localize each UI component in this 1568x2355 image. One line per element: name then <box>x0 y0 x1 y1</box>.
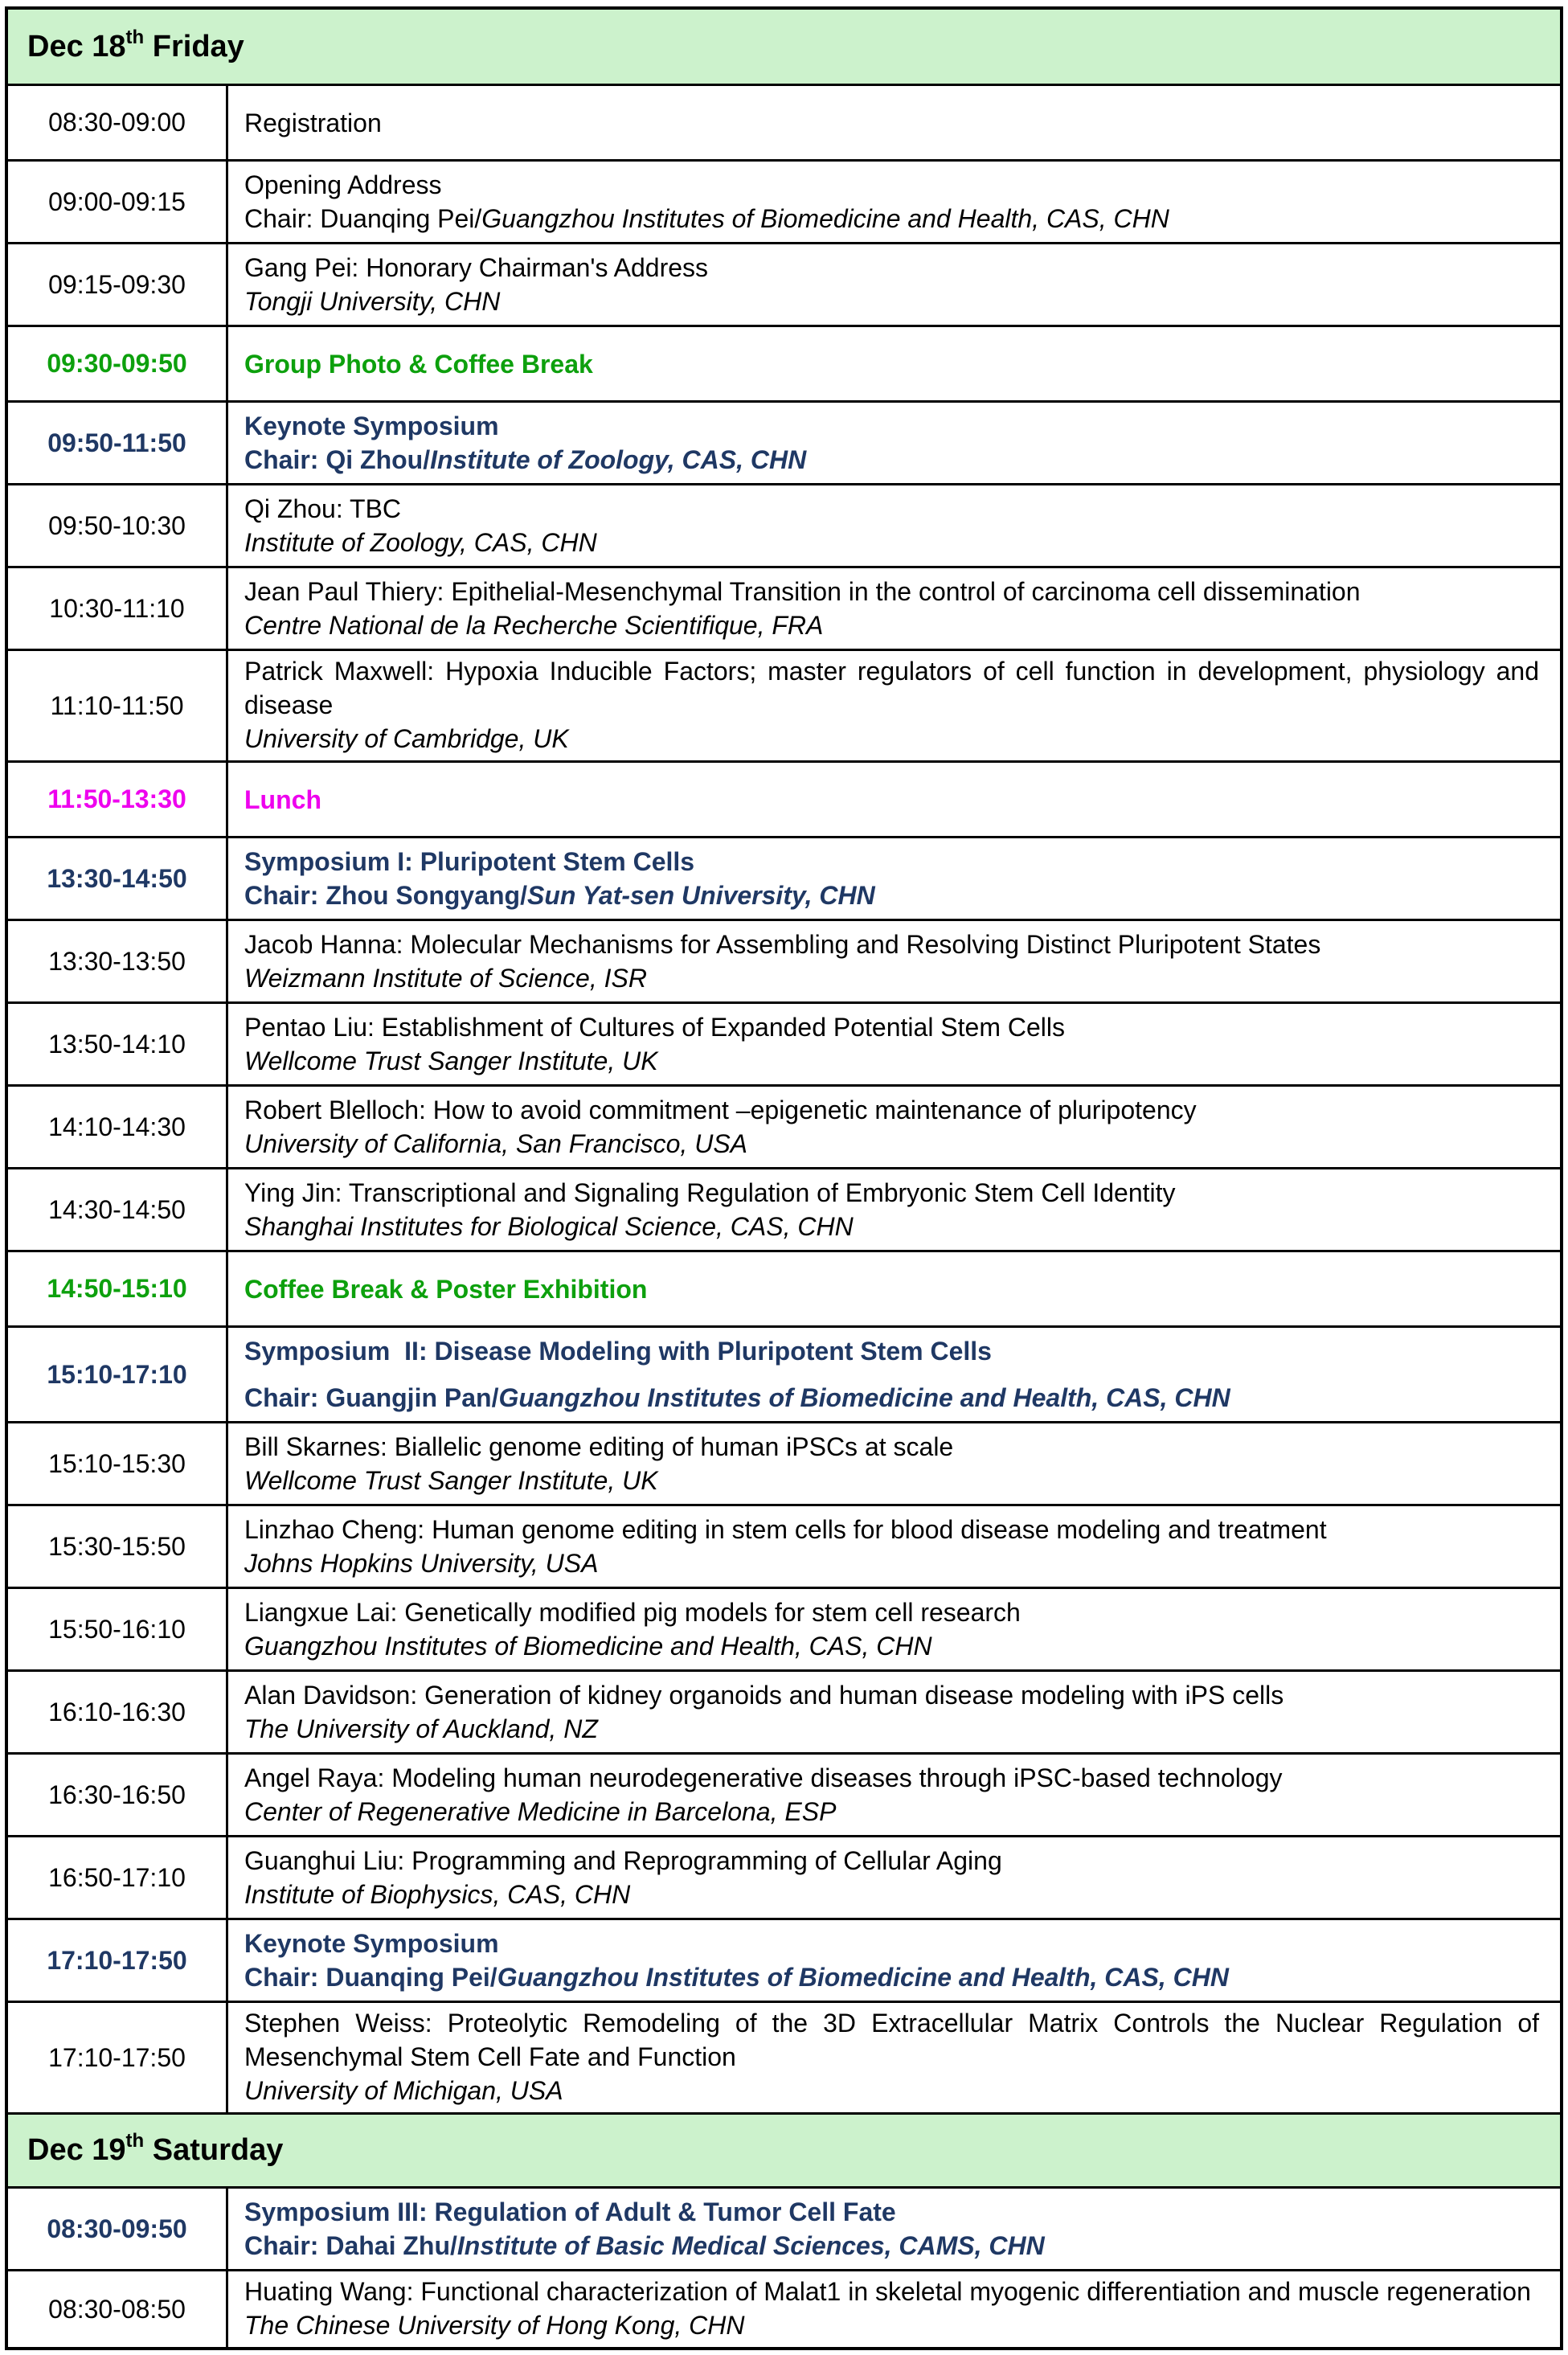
session-cell <box>228 86 1560 159</box>
session-cell <box>228 1004 1560 1084</box>
session-title: Pentao Liu: Establishment of Cultures of Expanded Potential Stem Cells <box>244 1013 1066 1042</box>
session-affiliation: Johns Hopkins University, USA <box>244 1549 599 1578</box>
session-title: Group Photo & Coffee Break <box>244 349 593 379</box>
schedule-row <box>8 1918 1560 2001</box>
session-chair <box>244 1381 1539 1415</box>
session-affiliation: Tongji University, CHN <box>244 287 501 316</box>
session-affiliation: Institute of Zoology, CAS, CHN <box>244 528 597 557</box>
chair-affiliation: Guangzhou Institutes of Biomedicine and Health, CAS, CHN <box>498 1383 1230 1412</box>
time-cell: 09:00-09:15 <box>8 162 228 242</box>
session-chair <box>244 879 1539 912</box>
schedule-row <box>8 1084 1560 1167</box>
schedule-row <box>8 760 1560 836</box>
chair-prefix: Chair: Guangjin Pan/ <box>244 1383 499 1412</box>
session-chair <box>244 443 1539 477</box>
session-affiliation: University of Michigan, USA <box>244 2076 563 2105</box>
session-title: Symposium III: Regulation of Adult & Tumor Cell Fate <box>244 2197 896 2226</box>
time-cell: 14:10-14:30 <box>8 1087 228 1167</box>
time-cell: 15:10-17:10 <box>8 1328 228 1421</box>
time-cell: 11:50-13:30 <box>8 763 228 836</box>
session-cell <box>228 1920 1560 2001</box>
time-cell: 16:30-16:50 <box>8 1755 228 1835</box>
chair-affiliation: Institute of Zoology, CAS, CHN <box>430 445 807 474</box>
chair-affiliation: Guangzhou Institutes of Biomedicine and Health, CAS, CHN <box>481 204 1169 233</box>
time-cell: 08:30-09:50 <box>8 2189 228 2269</box>
session-cell <box>228 921 1560 1001</box>
time-cell: 08:30-08:50 <box>8 2271 228 2347</box>
time-cell: 14:30-14:50 <box>8 1169 228 1250</box>
schedule-row <box>8 242 1560 325</box>
time-cell: 17:10-17:50 <box>8 1920 228 2001</box>
day-header-label: Dec 19th Saturday <box>27 2130 284 2167</box>
time-cell: 08:30-09:00 <box>8 86 228 159</box>
day-header <box>8 2112 1560 2186</box>
session-title: Coffee Break & Poster Exhibition <box>244 1274 648 1304</box>
session-cell <box>228 244 1560 325</box>
session-title: Stephen Weiss: Proteolytic Remodeling of the 3D Extracellular Matrix Controls the Nuclear Regulation of Mesenchymal Stem Cell Fate and Function <box>244 2009 1546 2071</box>
session-title: Jean Paul Thiery: Epithelial-Mesenchymal Transition in the control of carcinoma cell dissemination <box>244 577 1361 606</box>
ordinal-suffix: th <box>125 26 145 48</box>
session-affiliation: Centre National de la Recherche Scientifique, FRA <box>244 611 824 640</box>
schedule-row <box>8 1325 1560 1421</box>
time-cell: 17:10-17:50 <box>8 2003 228 2112</box>
session-cell <box>228 1755 1560 1835</box>
session-title: Keynote Symposium <box>244 412 499 440</box>
schedule-row <box>8 84 1560 159</box>
schedule-table <box>5 6 1563 2350</box>
schedule-row <box>8 836 1560 919</box>
time-cell: 09:50-11:50 <box>8 403 228 483</box>
time-cell: 16:50-17:10 <box>8 1837 228 1918</box>
chair-prefix: Chair: Qi Zhou/ <box>244 445 431 474</box>
session-cell <box>228 651 1560 760</box>
session-title: Guanghui Liu: Programming and Reprogramming of Cellular Aging <box>244 1846 1002 1875</box>
time-cell: 11:10-11:50 <box>8 651 228 760</box>
time-cell: 09:50-10:30 <box>8 485 228 566</box>
session-title: Alan Davidson: Generation of kidney organoids and human disease modeling with iPS cells <box>244 1681 1284 1710</box>
time-cell: 13:30-13:50 <box>8 921 228 1001</box>
chair-prefix: Chair: Dahai Zhu/ <box>244 2231 457 2260</box>
session-cell <box>228 763 1560 836</box>
schedule-row <box>8 919 1560 1001</box>
session-cell <box>228 568 1560 649</box>
session-cell <box>228 1506 1560 1587</box>
session-cell <box>228 1252 1560 1325</box>
session-title: Symposium II: Disease Modeling with Pluripotent Stem Cells <box>244 1337 992 1366</box>
session-title: Keynote Symposium <box>244 1929 499 1958</box>
schedule-row <box>8 1752 1560 1835</box>
session-chair <box>244 2229 1539 2263</box>
session-chair <box>244 1960 1539 1994</box>
ordinal-suffix: th <box>125 2130 145 2152</box>
day-header-label: Dec 18th Friday <box>27 26 244 63</box>
schedule-row <box>8 1504 1560 1587</box>
session-title: Bill Skarnes: Biallelic genome editing of human iPSCs at scale <box>244 1432 954 1461</box>
session-affiliation: University of Cambridge, UK <box>244 724 569 753</box>
schedule-row <box>8 325 1560 400</box>
schedule-row <box>8 1421 1560 1504</box>
session-title: Angel Raya: Modeling human neurodegenerative diseases through iPSC-based technology <box>244 1763 1283 1792</box>
time-cell: 09:15-09:30 <box>8 244 228 325</box>
session-affiliation: The Chinese University of Hong Kong, CHN <box>244 2311 745 2340</box>
day-header <box>8 10 1560 84</box>
session-title: Liangxue Lai: Genetically modified pig models for stem cell research <box>244 1598 1021 1627</box>
time-cell: 13:50-14:10 <box>8 1004 228 1084</box>
session-title: Huating Wang: Functional characterization of Malat1 in skeletal myogenic differentiation and muscle regeneration <box>244 2277 1531 2306</box>
session-title: Ying Jin: Transcriptional and Signaling Regulation of Embryonic Stem Cell Identity <box>244 1178 1176 1207</box>
chair-affiliation: Guangzhou Institutes of Biomedicine and Health, CAS, CHN <box>497 1963 1229 1992</box>
session-cell <box>228 1328 1560 1421</box>
session-cell <box>228 1672 1560 1752</box>
session-title: Registration <box>244 108 382 137</box>
session-cell <box>228 1837 1560 1918</box>
chair-affiliation: Sun Yat-sen University, CHN <box>526 881 875 910</box>
session-title: Opening Address <box>244 170 442 199</box>
session-title: Robert Blelloch: How to avoid commitment –epigenetic maintenance of pluripotency <box>244 1096 1197 1124</box>
session-cell <box>228 2003 1560 2112</box>
time-cell: 13:30-14:50 <box>8 838 228 919</box>
time-cell: 15:50-16:10 <box>8 1589 228 1669</box>
session-cell <box>228 485 1560 566</box>
schedule-row <box>8 483 1560 566</box>
time-cell: 16:10-16:30 <box>8 1672 228 1752</box>
session-affiliation: Guangzhou Institutes of Biomedicine and Health, CAS, CHN <box>244 1632 932 1661</box>
time-cell: 15:30-15:50 <box>8 1506 228 1587</box>
session-cell <box>228 1423 1560 1504</box>
session-title: Patrick Maxwell: Hypoxia Inducible Factors; master regulators of cell function in development, physiology and disease <box>244 657 1546 719</box>
session-affiliation: The University of Auckland, NZ <box>244 1714 598 1743</box>
chair-prefix: Chair: Duanqing Pei/ <box>244 204 482 233</box>
session-cell <box>228 403 1560 483</box>
time-cell: 10:30-11:10 <box>8 568 228 649</box>
session-affiliation: Weizmann Institute of Science, ISR <box>244 964 647 993</box>
session-cell <box>228 1169 1560 1250</box>
schedule-row <box>8 2186 1560 2269</box>
session-cell <box>228 1589 1560 1669</box>
session-title: Symposium I: Pluripotent Stem Cells <box>244 847 695 876</box>
session-affiliation: Wellcome Trust Sanger Institute, UK <box>244 1466 658 1495</box>
schedule-row <box>8 566 1560 649</box>
session-affiliation: Institute of Biophysics, CAS, CHN <box>244 1880 631 1909</box>
session-cell <box>228 162 1560 242</box>
schedule-row <box>8 2001 1560 2112</box>
session-cell <box>228 1087 1560 1167</box>
schedule-row <box>8 159 1560 242</box>
time-cell: 15:10-15:30 <box>8 1423 228 1504</box>
session-cell <box>228 838 1560 919</box>
session-title: Linzhao Cheng: Human genome editing in stem cells for blood disease modeling and treatment <box>244 1515 1327 1544</box>
chair-affiliation: Institute of Basic Medical Sciences, CAMS, CHN <box>456 2231 1045 2260</box>
session-title: Jacob Hanna: Molecular Mechanisms for Assembling and Resolving Distinct Pluripotent States <box>244 930 1321 959</box>
session-affiliation: Shanghai Institutes for Biological Science, CAS, CHN <box>244 1212 854 1241</box>
session-cell <box>228 327 1560 400</box>
time-cell: 14:50-15:10 <box>8 1252 228 1325</box>
session-chair <box>244 202 1539 236</box>
session-affiliation: Wellcome Trust Sanger Institute, UK <box>244 1046 658 1075</box>
schedule-row <box>8 649 1560 760</box>
session-cell <box>228 2189 1560 2269</box>
session-title: Qi Zhou: TBC <box>244 494 402 523</box>
schedule-row <box>8 1587 1560 1669</box>
time-cell: 09:30-09:50 <box>8 327 228 400</box>
session-affiliation: Center of Regenerative Medicine in Barcelona, ESP <box>244 1797 837 1826</box>
schedule-row <box>8 2269 1560 2347</box>
schedule-row <box>8 1001 1560 1084</box>
schedule-row <box>8 1669 1560 1752</box>
session-affiliation: University of California, San Francisco, USA <box>244 1129 747 1158</box>
schedule-row <box>8 1250 1560 1325</box>
session-cell <box>228 2271 1560 2347</box>
chair-prefix: Chair: Zhou Songyang/ <box>244 881 527 910</box>
schedule-row <box>8 400 1560 483</box>
schedule-row <box>8 1167 1560 1250</box>
chair-prefix: Chair: Duanqing Pei/ <box>244 1963 497 1992</box>
schedule-row <box>8 1835 1560 1918</box>
session-title: Gang Pei: Honorary Chairman's Address <box>244 253 709 282</box>
session-title: Lunch <box>244 784 321 814</box>
